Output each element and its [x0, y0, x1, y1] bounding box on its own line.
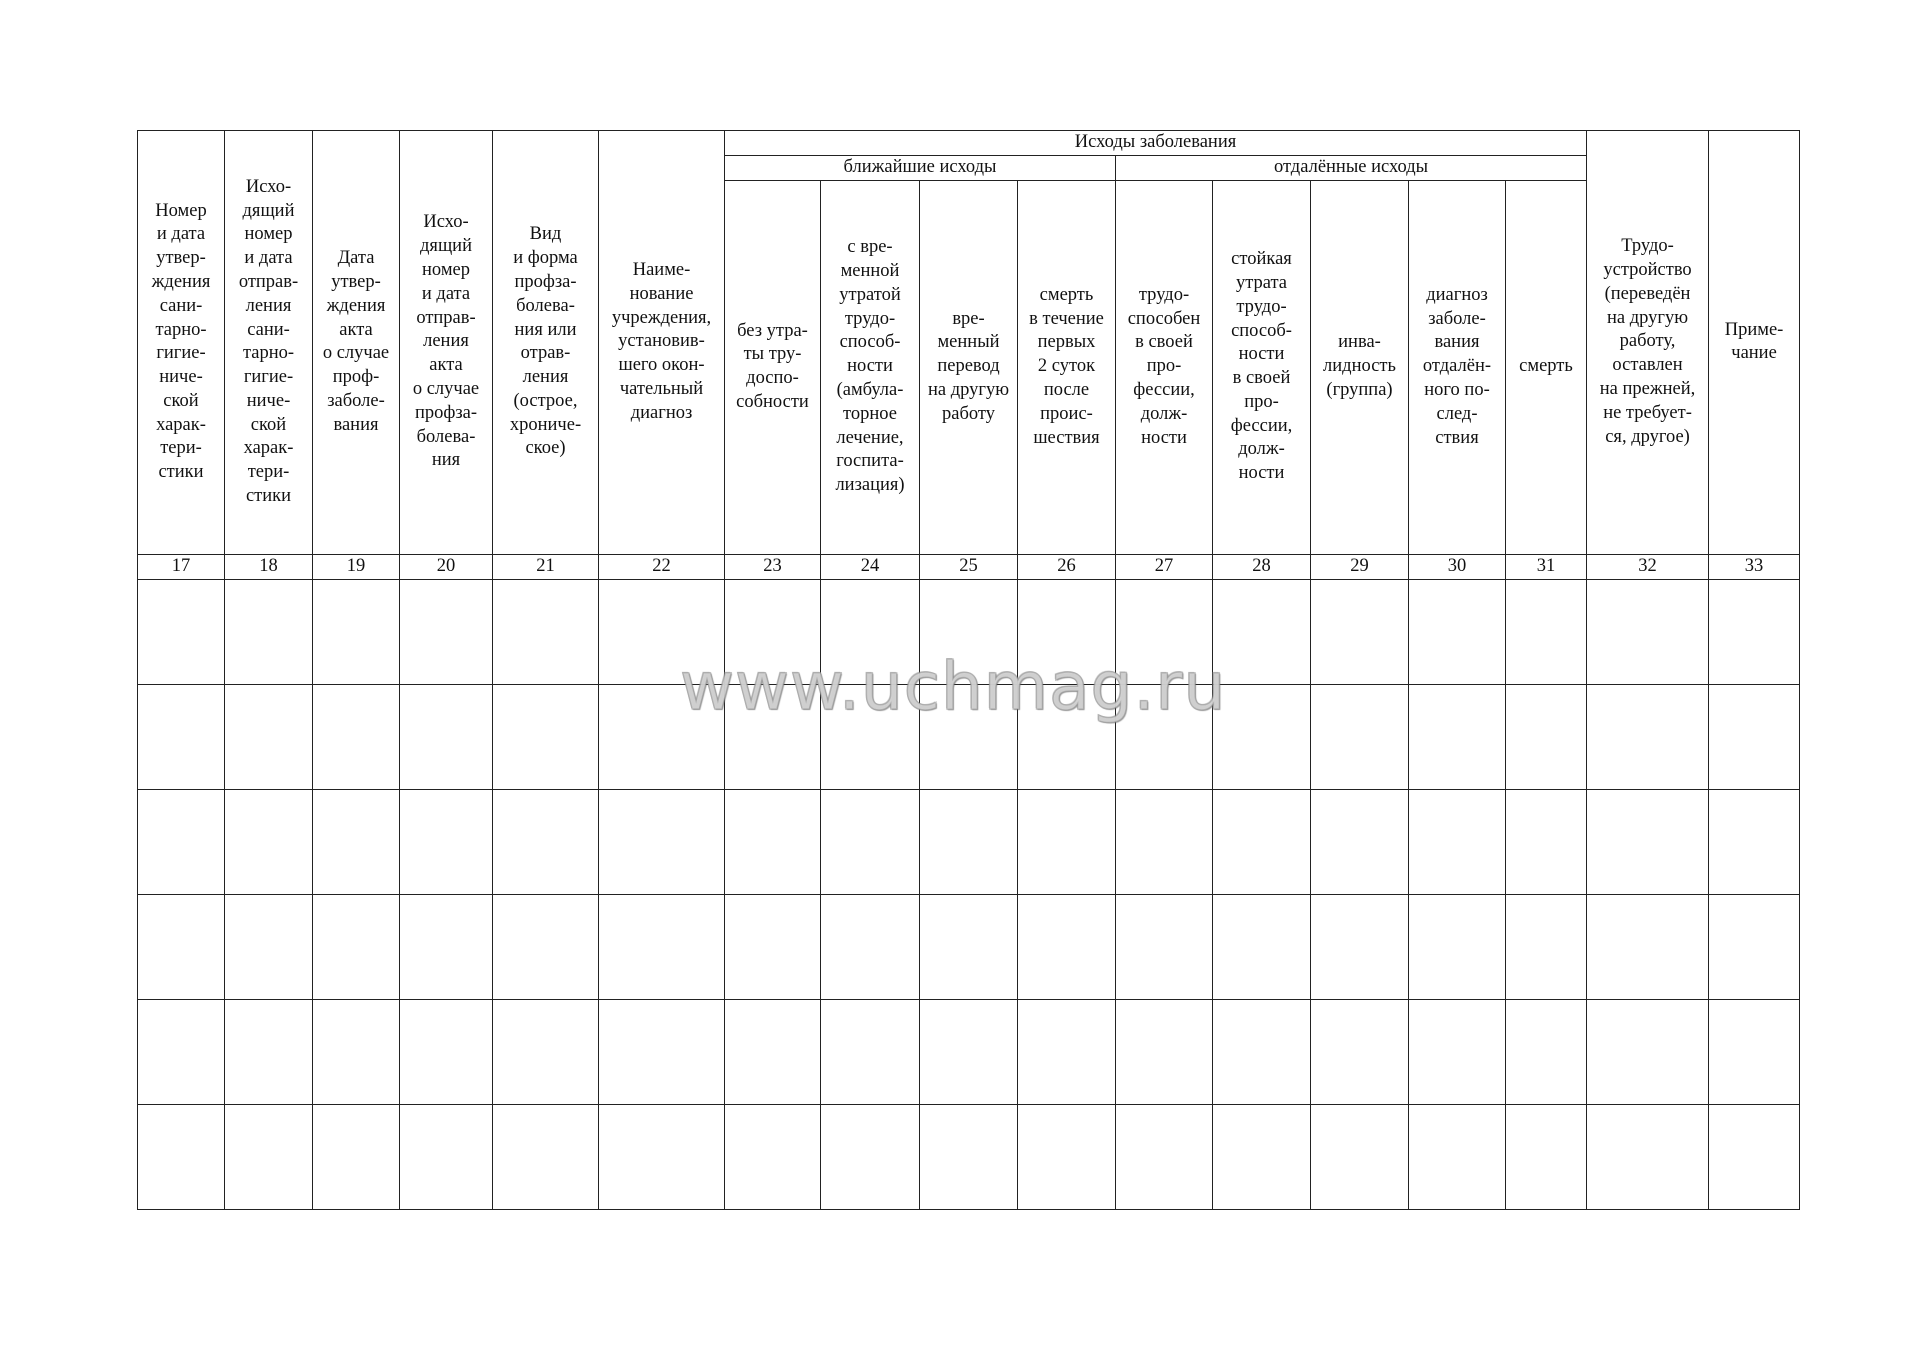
table-cell-col-21[interactable] — [493, 1104, 599, 1209]
table-cell-col-17[interactable] — [138, 684, 225, 789]
table-cell-col-33[interactable] — [1709, 1104, 1800, 1209]
table-row — [138, 579, 1800, 684]
header-col-30: диагноз заболе- вания отдалён- ного по- след- ствия — [1409, 180, 1506, 554]
table-cell-col-19[interactable] — [313, 1104, 400, 1209]
table-cell-col-33[interactable] — [1709, 789, 1800, 894]
table-cell-col-18[interactable] — [225, 579, 313, 684]
table-cell-col-20[interactable] — [400, 999, 493, 1104]
table-cell-col-27[interactable] — [1116, 684, 1213, 789]
empty-entry-rows — [138, 579, 1800, 1209]
table-cell-col-28[interactable] — [1213, 684, 1311, 789]
table-cell-col-25[interactable] — [920, 579, 1018, 684]
header-col-31: смерть — [1506, 180, 1587, 554]
header-col-26: смерть в течение первых 2 суток после проис- шествия — [1018, 180, 1116, 554]
table-cell-col-19[interactable] — [313, 999, 400, 1104]
table-cell-col-26[interactable] — [1018, 999, 1116, 1104]
table-cell-col-28[interactable] — [1213, 789, 1311, 894]
table-cell-col-18[interactable] — [225, 1104, 313, 1209]
table-cell-col-21[interactable] — [493, 579, 599, 684]
table-cell-col-17[interactable] — [138, 999, 225, 1104]
table-cell-col-21[interactable] — [493, 684, 599, 789]
table-cell-col-30[interactable] — [1409, 1104, 1506, 1209]
table-cell-col-30[interactable] — [1409, 684, 1506, 789]
table-cell-col-25[interactable] — [920, 684, 1018, 789]
column-number: 23 — [725, 554, 821, 579]
table-cell-col-29[interactable] — [1311, 894, 1409, 999]
column-number: 25 — [920, 554, 1018, 579]
table-cell-col-31[interactable] — [1506, 999, 1587, 1104]
table-cell-col-32[interactable] — [1587, 999, 1709, 1104]
table-cell-col-33[interactable] — [1709, 894, 1800, 999]
registration-table — [137, 130, 1800, 1210]
group-remote-outcomes: отдалённые исходы — [1116, 155, 1587, 180]
header-col-25: вре- менный перевод на другую работу — [920, 180, 1018, 554]
column-number: 27 — [1116, 554, 1213, 579]
table-cell-col-19[interactable] — [313, 684, 400, 789]
table-cell-col-31[interactable] — [1506, 684, 1587, 789]
table-cell-col-32[interactable] — [1587, 1104, 1709, 1209]
table-cell-col-23[interactable] — [725, 789, 821, 894]
table-cell-col-24[interactable] — [821, 894, 920, 999]
table-cell-col-23[interactable] — [725, 1104, 821, 1209]
table-cell-col-19[interactable] — [313, 789, 400, 894]
table-cell-col-29[interactable] — [1311, 1104, 1409, 1209]
form-sheet — [137, 130, 1799, 1210]
table-cell-col-18[interactable] — [225, 894, 313, 999]
table-cell-col-21[interactable] — [493, 894, 599, 999]
table-cell-col-26[interactable] — [1018, 1104, 1116, 1209]
table-cell-col-23[interactable] — [725, 684, 821, 789]
column-number: 29 — [1311, 554, 1409, 579]
table-cell-col-22[interactable] — [599, 894, 725, 999]
column-number: 33 — [1709, 554, 1800, 579]
table-cell-col-23[interactable] — [725, 894, 821, 999]
table-cell-col-20[interactable] — [400, 579, 493, 684]
header-row-groups — [138, 131, 1800, 156]
table-cell-col-26[interactable] — [1018, 684, 1116, 789]
table-cell-col-17[interactable] — [138, 789, 225, 894]
table-cell-col-31[interactable] — [1506, 789, 1587, 894]
table-cell-col-31[interactable] — [1506, 1104, 1587, 1209]
table-cell-col-21[interactable] — [493, 789, 599, 894]
header-col-18: Исхо- дящий номер и дата отправ- ления сани- тарно- гигие- ниче- ской харак- тери- стики — [225, 131, 313, 555]
table-cell-col-24[interactable] — [821, 579, 920, 684]
table-cell-col-26[interactable] — [1018, 894, 1116, 999]
table-cell-col-19[interactable] — [313, 894, 400, 999]
table-cell-col-28[interactable] — [1213, 999, 1311, 1104]
header-col-19: Дата утвер- ждения акта о случае проф- заболе- вания — [313, 131, 400, 555]
table-row — [138, 684, 1800, 789]
table-cell-col-27[interactable] — [1116, 894, 1213, 999]
table-cell-col-23[interactable] — [725, 999, 821, 1104]
table-cell-col-25[interactable] — [920, 894, 1018, 999]
table-cell-col-24[interactable] — [821, 684, 920, 789]
table-cell-col-23[interactable] — [725, 579, 821, 684]
header-col-28: стойкая утрата трудо- способ- ности в своей про- фессии, долж- ности — [1213, 180, 1311, 554]
table-cell-col-27[interactable] — [1116, 579, 1213, 684]
column-number: 21 — [493, 554, 599, 579]
table-cell-col-32[interactable] — [1587, 894, 1709, 999]
table-cell-col-31[interactable] — [1506, 579, 1587, 684]
header-col-32: Трудо- устройство (переведён на другую работу, оставлен на прежней, не требует- ся, другое) — [1587, 131, 1709, 555]
table-cell-col-29[interactable] — [1311, 999, 1409, 1104]
table-cell-col-29[interactable] — [1311, 789, 1409, 894]
group-immediate-outcomes: ближайшие исходы — [725, 155, 1116, 180]
header-col-22: Наиме- нование учреждения, установив- шего окон- чательный диагноз — [599, 131, 725, 555]
column-number: 30 — [1409, 554, 1506, 579]
header-col-23: без утра- ты тру- доспо- собности — [725, 180, 821, 554]
watermark: www.uchmag.ru — [680, 648, 1227, 725]
header-col-24: с вре- менной утратой трудо- способ- ности (амбула- торное лечение, госпита- лизация) — [821, 180, 920, 554]
header-col-17: Номер и дата утвер- ждения сани- тарно- гигие- ниче- ской харак- тери- стики — [138, 131, 225, 555]
column-number: 17 — [138, 554, 225, 579]
table-cell-col-25[interactable] — [920, 1104, 1018, 1209]
group-outcomes: Исходы заболевания — [725, 131, 1587, 156]
table-cell-col-30[interactable] — [1409, 579, 1506, 684]
table-cell-col-33[interactable] — [1709, 579, 1800, 684]
table-cell-col-20[interactable] — [400, 1104, 493, 1209]
table-cell-col-20[interactable] — [400, 789, 493, 894]
header-col-20: Исхо- дящий номер и дата отправ- ления акта о случае профза- болева- ния — [400, 131, 493, 555]
table-cell-col-22[interactable] — [599, 579, 725, 684]
table-cell-col-22[interactable] — [599, 999, 725, 1104]
table-cell-col-25[interactable] — [920, 789, 1018, 894]
table-cell-col-24[interactable] — [821, 999, 920, 1104]
column-number: 24 — [821, 554, 920, 579]
table-row — [138, 1104, 1800, 1209]
header-col-27: трудо- способен в своей про- фессии, долж- ности — [1116, 180, 1213, 554]
table-cell-col-28[interactable] — [1213, 579, 1311, 684]
table-cell-col-27[interactable] — [1116, 999, 1213, 1104]
table-cell-col-19[interactable] — [313, 579, 400, 684]
table-cell-col-17[interactable] — [138, 579, 225, 684]
table-cell-col-33[interactable] — [1709, 999, 1800, 1104]
table-cell-col-29[interactable] — [1311, 579, 1409, 684]
table-cell-col-22[interactable] — [599, 1104, 725, 1209]
column-number: 22 — [599, 554, 725, 579]
header-col-29: инва- лидность (группа) — [1311, 180, 1409, 554]
table-cell-col-32[interactable] — [1587, 579, 1709, 684]
table-cell-col-30[interactable] — [1409, 894, 1506, 999]
table-cell-col-27[interactable] — [1116, 1104, 1213, 1209]
table-cell-col-28[interactable] — [1213, 894, 1311, 999]
table-row — [138, 789, 1800, 894]
column-number: 32 — [1587, 554, 1709, 579]
table-cell-col-22[interactable] — [599, 789, 725, 894]
table-cell-col-21[interactable] — [493, 999, 599, 1104]
table-cell-col-32[interactable] — [1587, 684, 1709, 789]
column-number: 31 — [1506, 554, 1587, 579]
column-number: 26 — [1018, 554, 1116, 579]
table-cell-col-17[interactable] — [138, 1104, 225, 1209]
table-cell-col-22[interactable] — [599, 684, 725, 789]
table-cell-col-25[interactable] — [920, 999, 1018, 1104]
table-cell-col-20[interactable] — [400, 684, 493, 789]
table-cell-col-24[interactable] — [821, 789, 920, 894]
table-cell-col-30[interactable] — [1409, 789, 1506, 894]
column-number: 19 — [313, 554, 400, 579]
table-cell-col-33[interactable] — [1709, 684, 1800, 789]
table-row — [138, 894, 1800, 999]
table-cell-col-24[interactable] — [821, 1104, 920, 1209]
table-cell-col-28[interactable] — [1213, 1104, 1311, 1209]
table-cell-col-30[interactable] — [1409, 999, 1506, 1104]
table-cell-col-26[interactable] — [1018, 789, 1116, 894]
table-cell-col-31[interactable] — [1506, 894, 1587, 999]
table-cell-col-18[interactable] — [225, 684, 313, 789]
table-cell-col-17[interactable] — [138, 894, 225, 999]
table-cell-col-26[interactable] — [1018, 579, 1116, 684]
header-col-33: Приме- чание — [1709, 131, 1800, 555]
table-cell-col-18[interactable] — [225, 999, 313, 1104]
table-cell-col-20[interactable] — [400, 894, 493, 999]
table-cell-col-18[interactable] — [225, 789, 313, 894]
table-cell-col-29[interactable] — [1311, 684, 1409, 789]
column-number-row — [138, 554, 1800, 579]
column-number: 28 — [1213, 554, 1311, 579]
table-row — [138, 999, 1800, 1104]
table-cell-col-32[interactable] — [1587, 789, 1709, 894]
column-number: 18 — [225, 554, 313, 579]
table-cell-col-27[interactable] — [1116, 789, 1213, 894]
column-number: 20 — [400, 554, 493, 579]
header-col-21: Вид и форма профза- болева- ния или отрав- ления (острое, хрониче- ское) — [493, 131, 599, 555]
